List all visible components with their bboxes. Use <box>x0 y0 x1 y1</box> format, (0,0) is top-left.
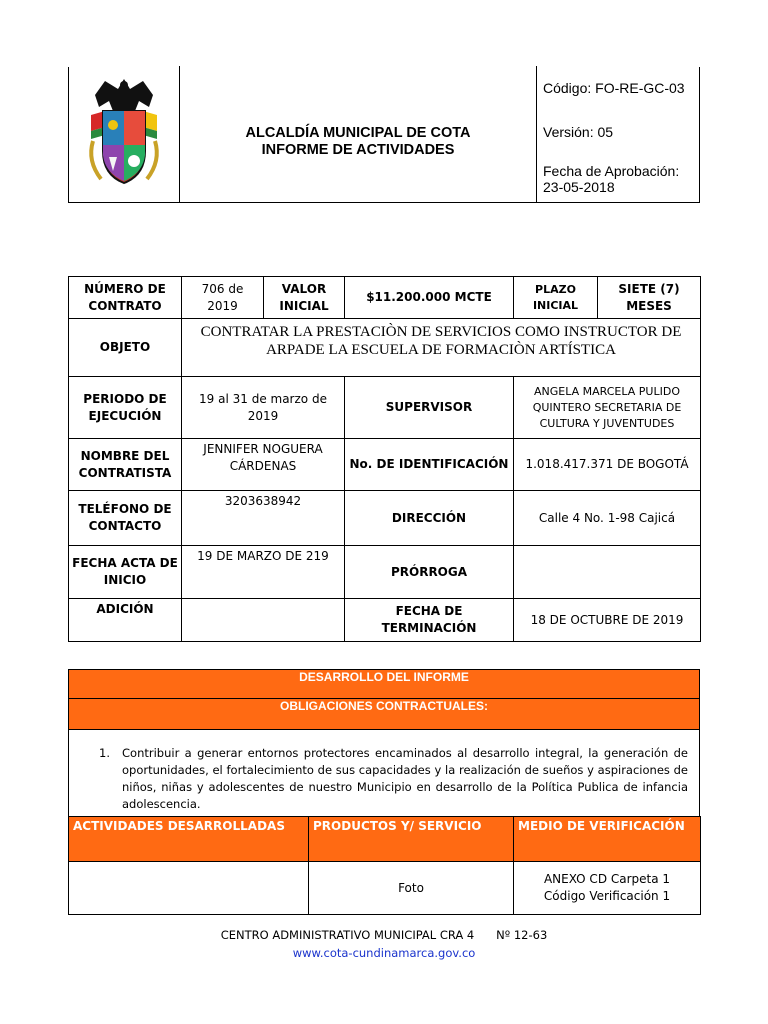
start-act-date-value: 19 DE MARZO DE 219 <box>182 546 345 599</box>
initial-term-value: SIETE (7) MESES <box>598 277 701 319</box>
obligation-number: 1. <box>99 746 110 760</box>
phone-label: TELÉFONO DE CONTACTO <box>69 491 182 546</box>
municipality-title: ALCALDÍA MUNICIPAL DE COTA <box>245 125 471 141</box>
activities-column-header: ACTIVIDADES DESARROLLADAS <box>69 817 309 862</box>
report-title: INFORME DE ACTIVIDADES <box>261 142 455 158</box>
initial-value-value: $11.200.000 MCTE <box>345 277 514 319</box>
verification-cell <box>514 862 701 915</box>
table-row <box>69 491 701 546</box>
addition-value <box>182 599 345 642</box>
object-value: CONTRATAR LA PRESTACIÒN DE SERVICIOS COMO INSTRUCTOR DE ARPADE LA ESCUELA DE FORMACIÒN ARTÍSTICA <box>182 319 701 377</box>
contractor-name-label: NOMBRE DEL CONTRATISTA <box>69 439 182 491</box>
table-row <box>69 377 701 439</box>
document-code: Código: FO-RE-GC-03 <box>543 80 685 96</box>
identification-label: No. DE IDENTIFICACIÓN <box>345 439 514 491</box>
footer-website-link[interactable]: www.cota-cundinamarca.gov.co <box>292 946 476 960</box>
table-row <box>69 439 701 491</box>
verification-column-header: MEDIO DE VERIFICACIÓN <box>514 817 701 862</box>
address-value: Calle 4 No. 1-98 Cajicá <box>514 491 701 546</box>
activities-table <box>68 816 701 915</box>
contract-info-table <box>68 276 701 642</box>
obligation-item <box>68 729 700 817</box>
start-act-date-label: FECHA ACTA DE INICIO <box>69 546 182 599</box>
end-date-value: 18 DE OCTUBRE DE 2019 <box>514 599 701 642</box>
extension-value <box>514 546 701 599</box>
obligation-text: Contribuir a generar entornos protectores encaminados al desarrollo integral, la generación de oportunidades, el fortalecimiento de sus capacidades y la realización de sueños y aspiraciones de niños, niñas y adolescentes de nuestro Municipio en desarrollo de la Política Publica de infancia adolescencia. <box>122 746 688 811</box>
identification-value: 1.018.417.371 DE BOGOTÁ <box>514 439 701 491</box>
contract-number-label: NÚMERO DE CONTRATO <box>69 277 182 319</box>
activity-cell <box>69 862 309 915</box>
approval-date-value: 23-05-2018 <box>543 179 615 195</box>
table-row <box>69 546 701 599</box>
products-column-header: PRODUCTOS Y/ SERVICIO <box>309 817 514 862</box>
verification-line-2: Código Verificación 1 <box>543 889 671 903</box>
product-cell: Foto <box>309 862 514 915</box>
address-label: DIRECCIÓN <box>345 491 514 546</box>
report-development-header: DESARROLLO DEL INFORME <box>68 669 700 699</box>
table-header-row <box>69 817 701 862</box>
addition-label: ADICIÓN <box>69 599 182 642</box>
table-row <box>69 599 701 642</box>
coat-of-arms-logo <box>83 75 165 187</box>
footer-address: CENTRO ADMINISTRATIVO MUNICIPAL CRA 4 Nº 12-63 <box>220 928 548 942</box>
extension-label: PRÓRROGA <box>345 546 514 599</box>
document-version: Versión: 05 <box>543 124 614 140</box>
contract-number-value: 706 de 2019 <box>182 277 264 319</box>
execution-period-value: 19 al 31 de marzo de 2019 <box>182 377 345 439</box>
table-row <box>69 277 701 319</box>
initial-term-label: PLAZO INICIAL <box>514 277 598 319</box>
approval-date-label: Fecha de Aprobación: <box>543 163 680 179</box>
table-row <box>69 862 701 915</box>
table-row <box>69 319 701 377</box>
verification-line-1: ANEXO CD Carpeta 1 <box>543 872 671 886</box>
contractual-obligations-header: OBLIGACIONES CONTRACTUALES: <box>68 698 700 730</box>
supervisor-value: ANGELA MARCELA PULIDO QUINTERO SECRETARIA DE CULTURA Y JUVENTUDES <box>514 377 701 439</box>
document-header <box>68 66 700 203</box>
contractor-name-value: JENNIFER NOGUERA CÁRDENAS <box>182 439 345 491</box>
supervisor-label: SUPERVISOR <box>345 377 514 439</box>
object-label: OBJETO <box>69 319 182 377</box>
phone-value: 3203638942 <box>182 491 345 546</box>
initial-value-label: VALOR INICIAL <box>264 277 345 319</box>
end-date-label: FECHA DE TERMINACIÓN <box>345 599 514 642</box>
execution-period-label: PERIODO DE EJECUCIÓN <box>69 377 182 439</box>
